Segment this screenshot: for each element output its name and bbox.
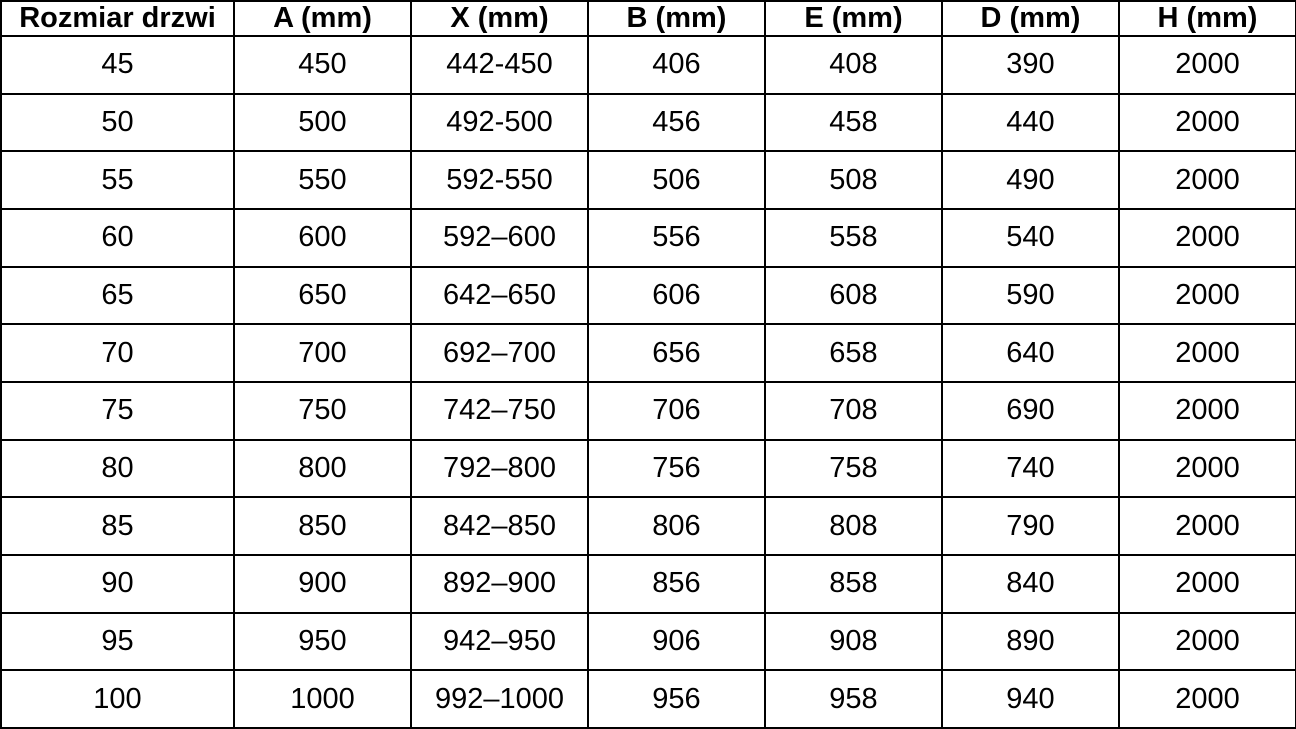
table-cell: 2000 — [1119, 440, 1296, 498]
table-cell: 90 — [1, 555, 234, 613]
table-cell: 2000 — [1119, 555, 1296, 613]
table-cell: 600 — [234, 209, 411, 267]
table-cell: 900 — [234, 555, 411, 613]
table-cell: 45 — [1, 36, 234, 94]
table-cell: 942–950 — [411, 613, 588, 671]
table-cell: 406 — [588, 36, 765, 94]
table-row — [1, 151, 1296, 209]
table-body — [1, 36, 1296, 728]
header-cell: B (mm) — [588, 1, 765, 36]
table-row — [1, 94, 1296, 152]
table-cell: 2000 — [1119, 670, 1296, 728]
table-cell: 70 — [1, 324, 234, 382]
table-cell: 2000 — [1119, 613, 1296, 671]
header-row — [1, 1, 1296, 36]
table-cell: 80 — [1, 440, 234, 498]
table-cell: 85 — [1, 497, 234, 555]
table-cell: 606 — [588, 267, 765, 325]
table-cell: 708 — [765, 382, 942, 440]
table-row — [1, 324, 1296, 382]
header-cell: Rozmiar drzwi — [1, 1, 234, 36]
table-cell: 590 — [942, 267, 1119, 325]
table-cell: 642–650 — [411, 267, 588, 325]
table-cell: 706 — [588, 382, 765, 440]
table-cell: 592-550 — [411, 151, 588, 209]
table-cell: 540 — [942, 209, 1119, 267]
table-cell: 2000 — [1119, 497, 1296, 555]
table-cell: 656 — [588, 324, 765, 382]
table-cell: 440 — [942, 94, 1119, 152]
table-row — [1, 440, 1296, 498]
table-cell: 690 — [942, 382, 1119, 440]
table-cell: 408 — [765, 36, 942, 94]
table-cell: 608 — [765, 267, 942, 325]
header-cell: A (mm) — [234, 1, 411, 36]
table-row — [1, 382, 1296, 440]
table-row — [1, 497, 1296, 555]
table-cell: 700 — [234, 324, 411, 382]
table-cell: 2000 — [1119, 94, 1296, 152]
table-cell: 992–1000 — [411, 670, 588, 728]
header-cell: H (mm) — [1119, 1, 1296, 36]
table-cell: 2000 — [1119, 209, 1296, 267]
table-cell: 800 — [234, 440, 411, 498]
table-cell: 558 — [765, 209, 942, 267]
table-cell: 500 — [234, 94, 411, 152]
table-cell: 458 — [765, 94, 942, 152]
table-row — [1, 670, 1296, 728]
table-cell: 556 — [588, 209, 765, 267]
table-cell: 950 — [234, 613, 411, 671]
table-cell: 790 — [942, 497, 1119, 555]
table-cell: 890 — [942, 613, 1119, 671]
table-cell: 758 — [765, 440, 942, 498]
table-row — [1, 555, 1296, 613]
table-cell: 508 — [765, 151, 942, 209]
table-row — [1, 267, 1296, 325]
table-cell: 640 — [942, 324, 1119, 382]
table-cell: 658 — [765, 324, 942, 382]
table-cell: 740 — [942, 440, 1119, 498]
table-cell: 756 — [588, 440, 765, 498]
table-cell: 2000 — [1119, 36, 1296, 94]
table-cell: 892–900 — [411, 555, 588, 613]
table-cell: 840 — [942, 555, 1119, 613]
header-cell: E (mm) — [765, 1, 942, 36]
table-head — [1, 1, 1296, 36]
table-cell: 842–850 — [411, 497, 588, 555]
table-cell: 60 — [1, 209, 234, 267]
table-cell: 850 — [234, 497, 411, 555]
table-cell: 390 — [942, 36, 1119, 94]
table-row — [1, 36, 1296, 94]
table-cell: 650 — [234, 267, 411, 325]
table-cell: 75 — [1, 382, 234, 440]
table-cell: 856 — [588, 555, 765, 613]
table-cell: 490 — [942, 151, 1119, 209]
table-cell: 906 — [588, 613, 765, 671]
table-cell: 742–750 — [411, 382, 588, 440]
table-cell: 940 — [942, 670, 1119, 728]
table-cell: 750 — [234, 382, 411, 440]
table-cell: 2000 — [1119, 267, 1296, 325]
table-cell: 692–700 — [411, 324, 588, 382]
table-cell: 956 — [588, 670, 765, 728]
table-cell: 450 — [234, 36, 411, 94]
table-cell: 858 — [765, 555, 942, 613]
table-cell: 792–800 — [411, 440, 588, 498]
table-cell: 100 — [1, 670, 234, 728]
header-cell: X (mm) — [411, 1, 588, 36]
table-cell: 808 — [765, 497, 942, 555]
table-cell: 2000 — [1119, 324, 1296, 382]
header-cell: D (mm) — [942, 1, 1119, 36]
table-cell: 442-450 — [411, 36, 588, 94]
table-cell: 550 — [234, 151, 411, 209]
table-cell: 55 — [1, 151, 234, 209]
table-cell: 456 — [588, 94, 765, 152]
table-cell: 2000 — [1119, 151, 1296, 209]
table-cell: 2000 — [1119, 382, 1296, 440]
table-row — [1, 613, 1296, 671]
table-row — [1, 209, 1296, 267]
table-cell: 50 — [1, 94, 234, 152]
table-cell: 65 — [1, 267, 234, 325]
table-cell: 592–600 — [411, 209, 588, 267]
table-cell: 958 — [765, 670, 942, 728]
table-cell: 95 — [1, 613, 234, 671]
table-cell: 1000 — [234, 670, 411, 728]
table-cell: 806 — [588, 497, 765, 555]
table-cell: 908 — [765, 613, 942, 671]
table-cell: 492-500 — [411, 94, 588, 152]
table-cell: 506 — [588, 151, 765, 209]
